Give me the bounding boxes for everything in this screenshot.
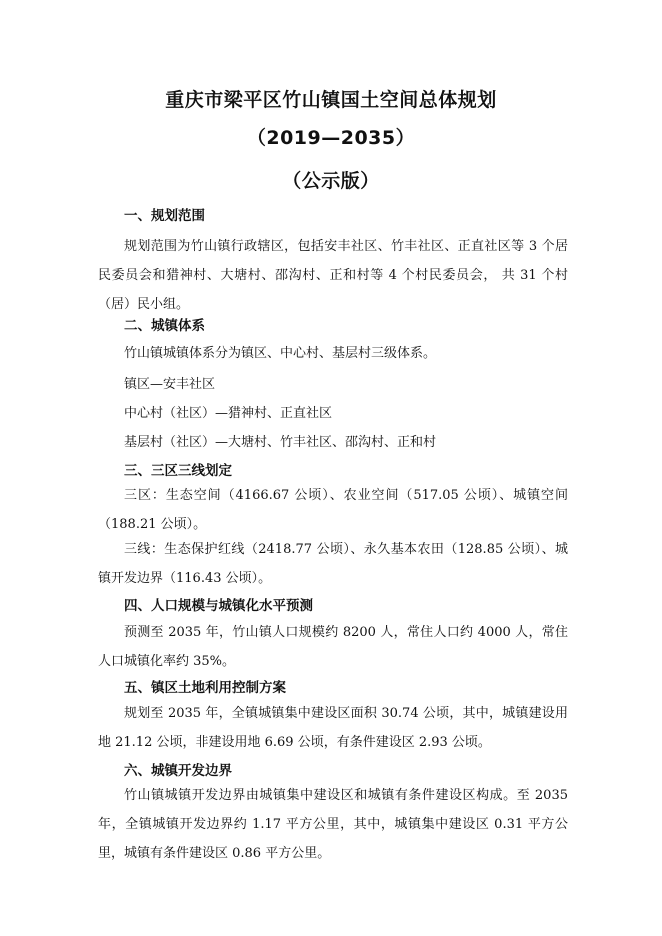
section-heading-land-use-control: 五、镇区土地利用控制方案 xyxy=(124,680,286,696)
document-version: （公示版） xyxy=(282,170,380,192)
section-heading-planning-scope: 一、规划范围 xyxy=(124,208,205,224)
section-heading-three-zones-three-lines: 三、三区三线划定 xyxy=(124,463,232,479)
section-paragraph-three-lines: 三线：生态保护红线（2418.77 公顷）、永久基本农田（128.85 公顷）、城镇开发边界（116.43 公顷）。 xyxy=(98,542,568,586)
section-paragraph-development-boundary: 竹山镇城镇开发边界由城镇集中建设区和城镇有条件建设区构成。至 2035 年，全镇城镇开发边界约 1.17 平方公里，其中，城镇集中建设区 0.31 平方公里，城镇有条件建设区 0.86 平方公里。 xyxy=(98,788,568,861)
section-paragraph-three-zones: 三区：生态空间（4166.67 公顷）、农业空间（517.05 公顷）、城镇空间（188.21 公顷）。 xyxy=(98,488,568,532)
town-system-line-basic-village: 基层村（社区）—大塘村、竹丰社区、邵沟村、正和村 xyxy=(124,435,437,450)
section-paragraph-population-forecast: 预测至 2035 年，竹山镇人口规模约 8200 人，常住人口约 4000 人，常住人口城镇化率约 35%。 xyxy=(98,625,568,669)
section-heading-development-boundary: 六、城镇开发边界 xyxy=(124,763,232,779)
section-heading-town-system: 二、城镇体系 xyxy=(124,318,205,334)
section-paragraph-planning-scope: 规划范围为竹山镇行政辖区，包括安丰社区、竹丰社区、正直社区等 3 个居民委员会和猎神村、大塘村、邵沟村、正和村等 4 个村民委员会， 共 31 个村（居）民小组。 xyxy=(98,239,568,312)
section-paragraph-town-system: 竹山镇城镇体系分为镇区、中心村、基层村三级体系。 xyxy=(124,346,437,361)
document-title: 重庆市梁平区竹山镇国土空间总体规划 xyxy=(165,89,497,111)
town-system-line-central-village: 中心村（社区）—猎神村、正直社区 xyxy=(124,406,333,421)
town-system-line-town-area: 镇区—安丰社区 xyxy=(124,377,216,392)
section-heading-population-forecast: 四、人口规模与城镇化水平预测 xyxy=(124,598,313,614)
document-period: （2019—2035） xyxy=(246,127,416,149)
section-paragraph-land-use-control: 规划至 2035 年，全镇城镇集中建设区面积 30.74 公顷，其中，城镇建设用地 21.12 公顷，非建设用地 6.69 公顷，有条件建设区 2.93 公顷。 xyxy=(98,706,568,750)
